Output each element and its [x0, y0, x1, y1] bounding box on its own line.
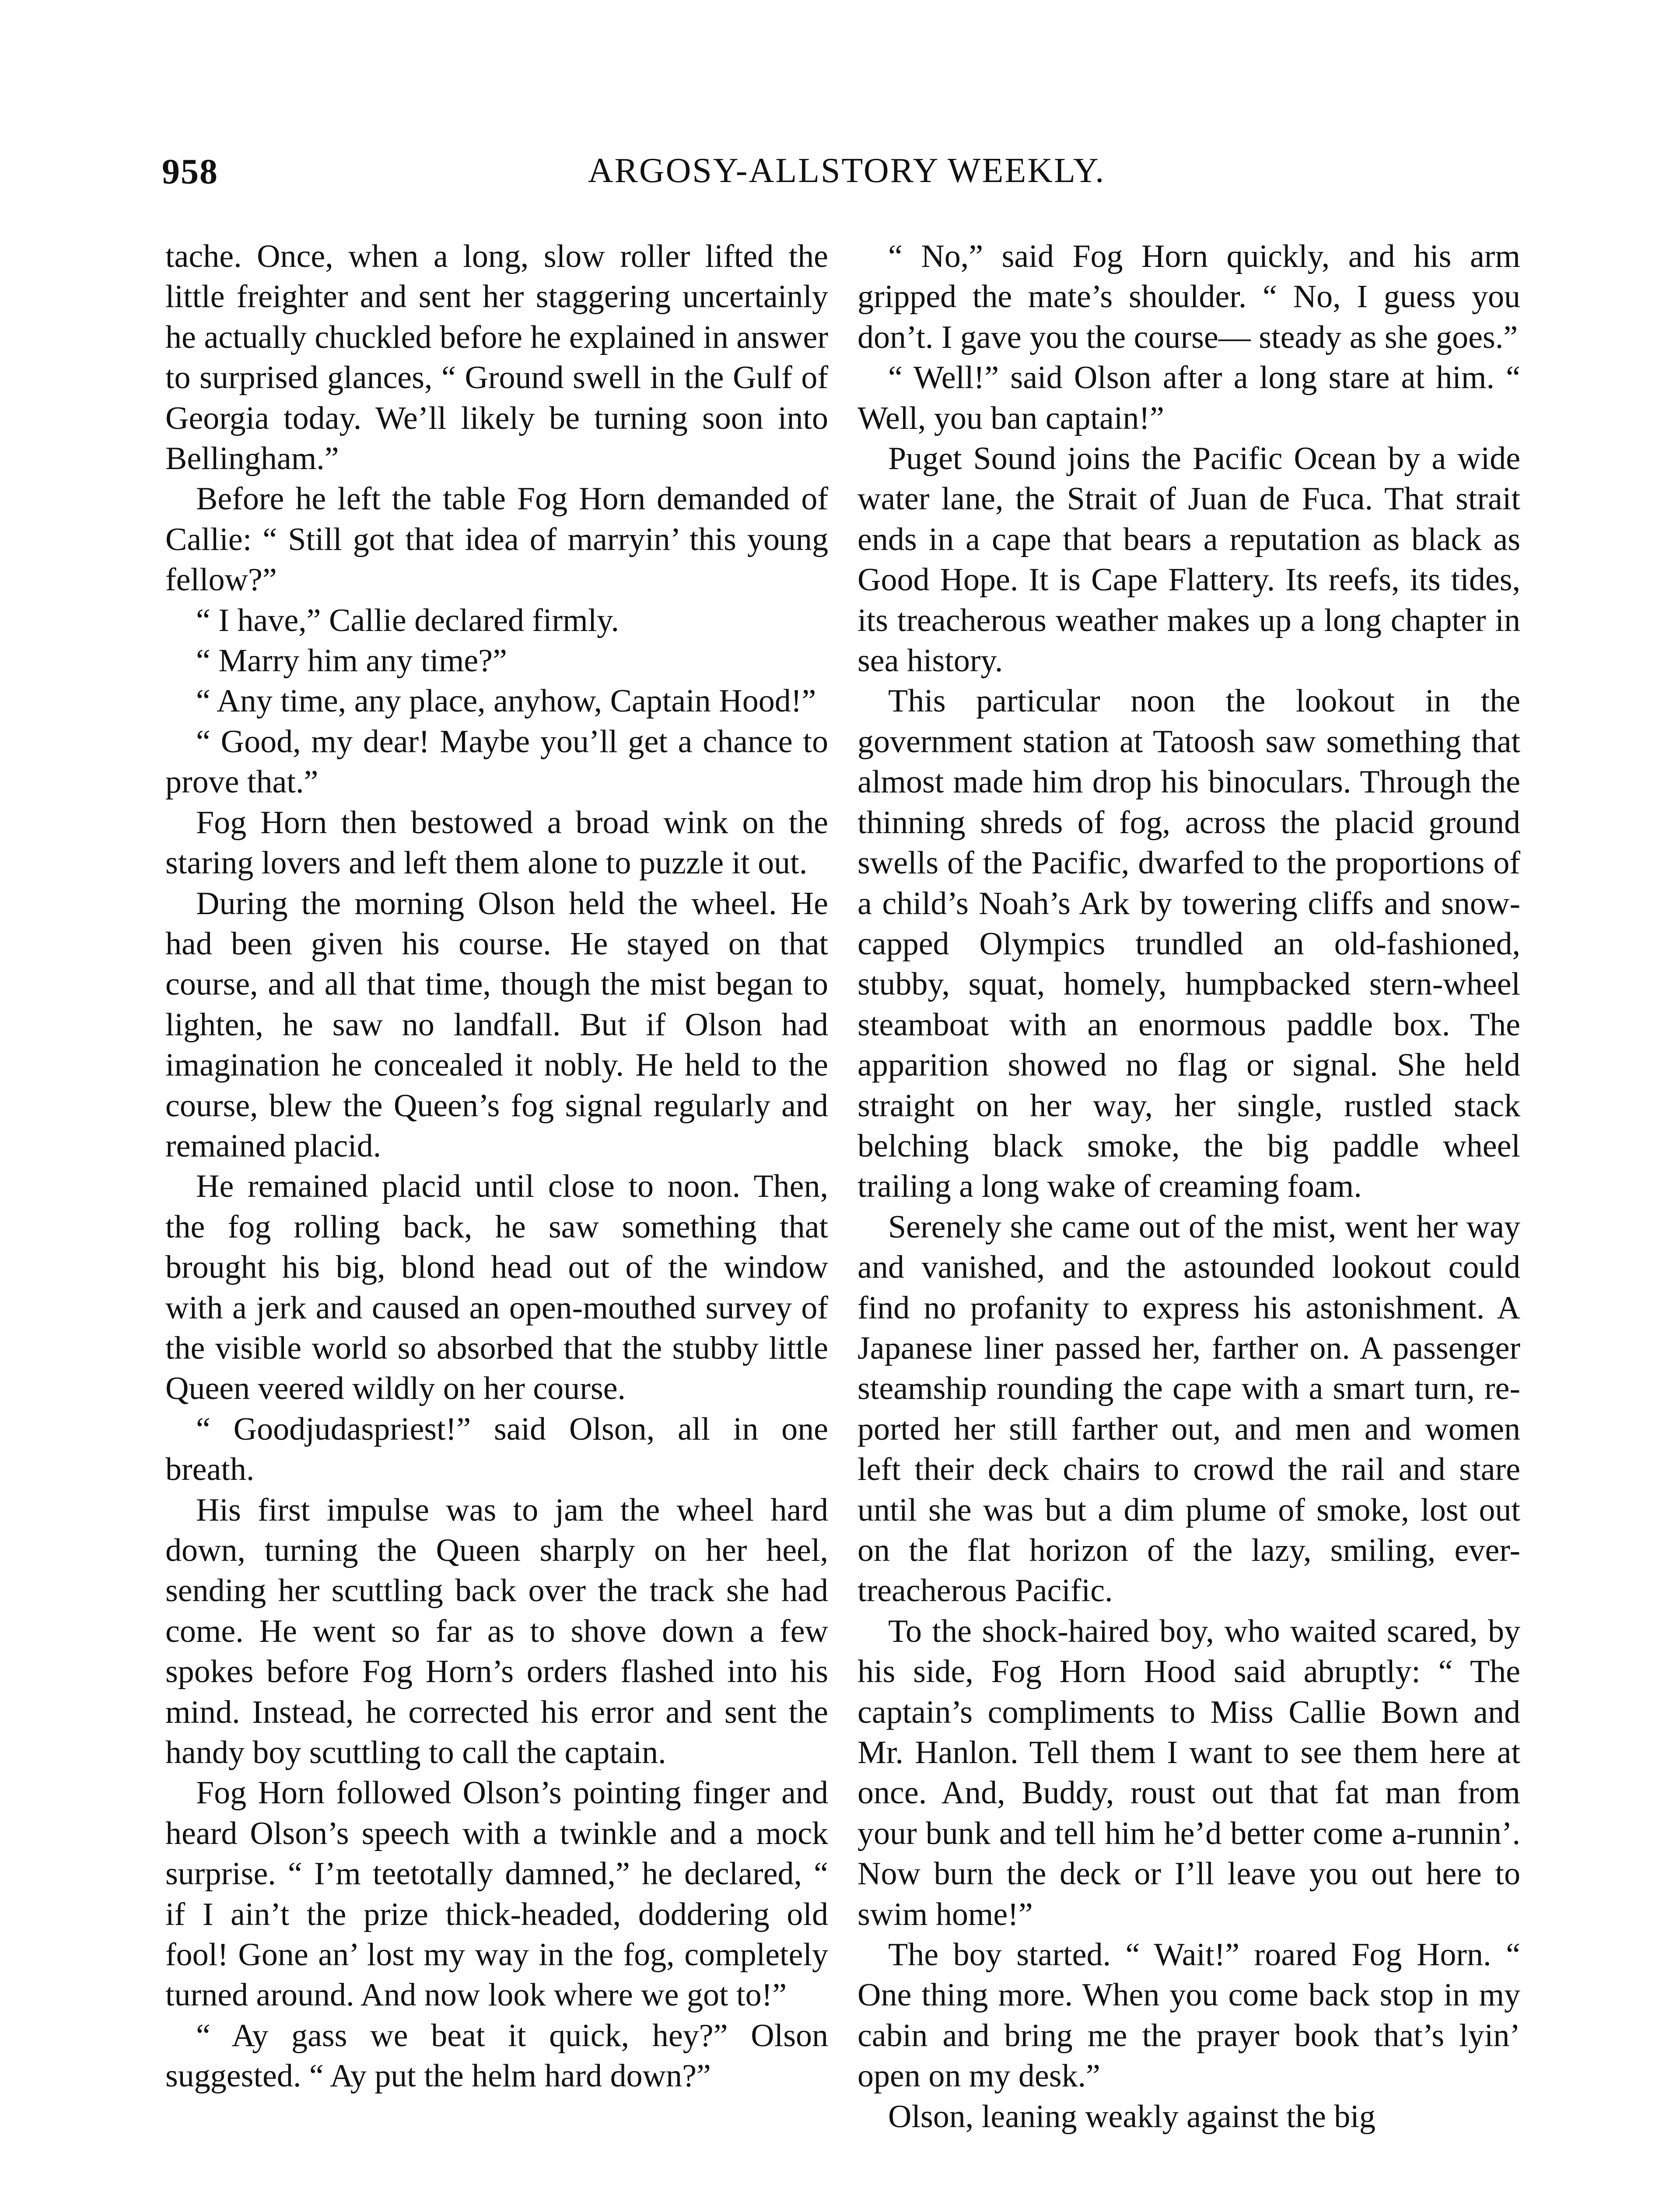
paragraph: The boy started. “ Wait!” roared Fog Horn. “ One thing more. When you come back stop in my cabin and bring me the prayer book that’s lyin’ open on my desk.”	[858, 1937, 1520, 2094]
page-number: 958	[162, 151, 218, 191]
paragraph: During the morning Olson held the wheel. He had been given his course. He stayed on that course, and all that time, though the mist began to lighten, he saw no landfall. But if Olson had imagination he concealed it nobly. He held to the course, blew the Queen’s fog signal regularly and remained placid.	[165, 885, 828, 1164]
paragraph: This particular noon the lookout in the government station at Tatoosh saw something that almost made him drop his binoculars. Through the thinning shreds of fog, across the placid ground swells of the Pacific, dwarfed to the proportions of a child’s Noah’s Ark by towering cliffs and snow-capped Olympics trundled an old-fashioned, stubby, squat, homely, humpbacked stern-wheel steamboat with an enormous paddle box. The apparition showed no flag or signal. She held straight on her way, her single, rustled stack belching black smoke, the big paddle wheel trailing a long wake of creaming foam.	[858, 683, 1520, 1205]
paragraph: Before he left the table Fog Horn demanded of Callie: “ Still got that idea of marryin’ this young fellow?”	[165, 481, 828, 598]
paragraph: “ I have,” Callie declared firmly.	[196, 602, 619, 638]
paragraph: Puget Sound joins the Pacific Ocean by a wide water lane, the Strait of Juan de Fuca. That strait ends in a cape that bears a reputation as black as Good Hope. It is Cape Flattery. Its reefs, its tides, its treacherous weather makes up a long chapter in sea history.	[858, 441, 1520, 679]
paragraph: “ Well!” said Olson after a long stare at him. “ Well, you ban captain!”	[858, 360, 1520, 436]
paragraph: Fog Horn then bestowed a broad wink on the staring lovers and left them alone to puzzle it out.	[165, 804, 828, 881]
paragraph: tache. Once, when a long, slow roller lifted the little freighter and sent her staggering uncertainly he actually chuckled before he explained in answer to surprised glances, “ Ground swell in the Gulf of Georgia today. We’ll likely be turning soon into Bellingham.”	[165, 238, 828, 477]
paragraph: His first impulse was to jam the wheel hard down, turning the Queen sharply on her heel, sending her scuttling back over the track she had come. He went so far as to shove down a few spokes before Fog Horn’s orders flashed into his mind. Instead, he corrected his error and sent the handy boy scuttling to call the captain.	[165, 1492, 828, 1771]
right-column	[858, 236, 1520, 2137]
paragraph: Olson, leaning weakly against the big	[888, 2098, 1376, 2135]
paragraph: To the shock-haired boy, who waited scared, by his side, Fog Horn Hood said abruptly: “ The captain’s compliments to Miss Callie Bown and Mr. Hanlon. Tell them I want to see them here at once. And, Buddy, roust out that fat man from your bunk and tell him he’d better come a-runnin’. Now burn the deck or I’ll leave you out here to swim home!”	[858, 1613, 1520, 1932]
paragraph: “ No,” said Fog Horn quickly, and his arm gripped the mate’s shoulder. “ No, I guess you don’t. I gave you the course— steady as she goes.”	[858, 238, 1520, 355]
paragraph: He remained placid until close to noon. Then, the fog rolling back, he saw something that brought his big, blond head out of the window with a jerk and caused an open-mouthed survey of the visible world so absorbed that the stubby little Queen veered wildly on her course.	[165, 1168, 828, 1407]
paragraph: “ Any time, any place, anyhow, Captain Hood!”	[196, 683, 816, 719]
paragraph: Fog Horn followed Olson’s pointing finger and heard Olson’s speech with a twinkle and a mock surprise. “ I’m teetotally damned,” he declared, “ if I ain’t the prize thick-headed, doddering old fool! Gone an’ lost my way in the fog, completely turned around. And now look where we got to!”	[165, 1775, 828, 2013]
left-column	[165, 236, 828, 2097]
paragraph: “ Goodjudaspriest!” said Olson, all in one breath.	[165, 1411, 828, 1488]
paragraph: Serenely she came out of the mist, went her way and vanished, and the astounded lookout could find no profanity to express his astonishment. A Japanese liner passed her, farther on. A passenger steamship rounding the cape with a smart turn, reported her still farther out, and men and women left their deck chairs to crowd the rail and stare until she was but a dim plume of smoke, lost out on the flat horizon of the lazy, smiling, ever-treacherous Pacific.	[858, 1209, 1520, 1609]
page-header	[162, 151, 1531, 195]
paragraph: “ Good, my dear! Maybe you’ll get a chance to prove that.”	[165, 723, 828, 800]
running-head: ARGOSY-ALLSTORY WEEKLY.	[588, 151, 1106, 190]
paragraph: “ Ay gass we beat it quick, hey?” Olson suggested. “ Ay put the helm hard down?”	[165, 2017, 828, 2094]
paragraph: “ Marry him any time?”	[196, 643, 507, 679]
